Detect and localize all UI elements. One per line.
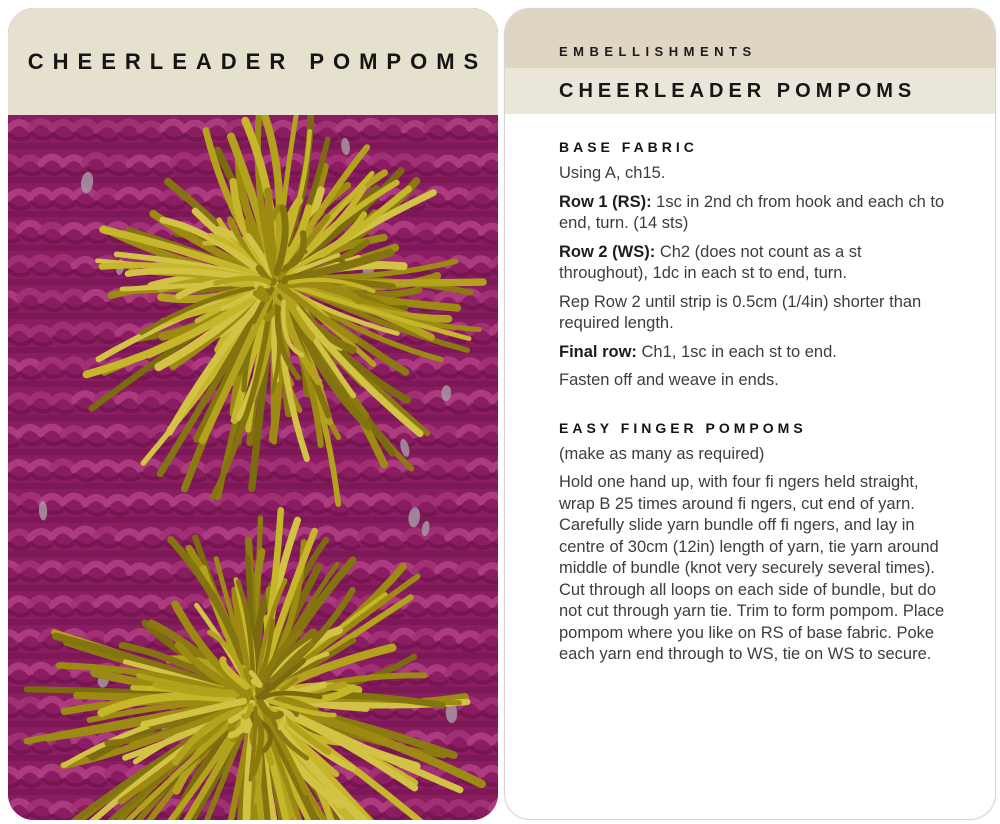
category-label: EMBELLISHMENTS bbox=[559, 44, 757, 59]
pattern-instructions bbox=[505, 114, 995, 666]
title-band bbox=[505, 68, 995, 114]
category-band bbox=[505, 9, 995, 68]
section-heading: EASY FINGER POMPOMS bbox=[559, 419, 807, 436]
left-page-header bbox=[8, 8, 498, 115]
instruction-paragraph: (make as many as required) bbox=[559, 444, 765, 463]
instruction-paragraph: Hold one hand up, with four fi ngers held straight, wrap B 25 times around fi ngers, cut end of yarn. Carefully slide yarn bundle off fi ngers, and lay in centre of 30cm (12in) length of yarn, tie yarn around middle of bundle (knot very securely several times). Cut through all loops on each side of bundle, but do not cut through yarn tie. Trim to form pompom. Place pompom where you like on RS of base fabric. Poke each yarn end through to WS, tie on WS to secure. bbox=[559, 473, 945, 663]
instruction-paragraph: Fasten off and weave in ends. bbox=[559, 371, 779, 389]
right-page bbox=[504, 8, 996, 820]
left-page-title: CHEERLEADER POMPOMS bbox=[27, 48, 488, 74]
instruction-paragraph: Using A, ch15. bbox=[559, 164, 666, 182]
instruction-paragraph: Rep Row 2 until strip is 0.5cm (1/4in) shorter than required length. bbox=[559, 292, 922, 332]
section-easy-finger-pompoms bbox=[559, 420, 949, 666]
section-base-fabric bbox=[559, 139, 949, 392]
pompom-photo-illustration bbox=[8, 115, 498, 820]
instruction-paragraph: Row 2 (WS): Ch2 (does not count as a st throughout), 1dc in each st to end, turn. bbox=[559, 242, 862, 282]
instruction-paragraph: Final row: Ch1, 1sc in each st to end. bbox=[559, 342, 837, 361]
left-page bbox=[8, 8, 498, 820]
pompom-photo bbox=[8, 115, 498, 820]
instruction-paragraph: Row 1 (RS): 1sc in 2nd ch from hook and each ch to end, turn. (14 sts) bbox=[559, 192, 945, 232]
section-heading: BASE FABRIC bbox=[559, 139, 698, 155]
pattern-title: CHEERLEADER POMPOMS bbox=[559, 79, 917, 102]
